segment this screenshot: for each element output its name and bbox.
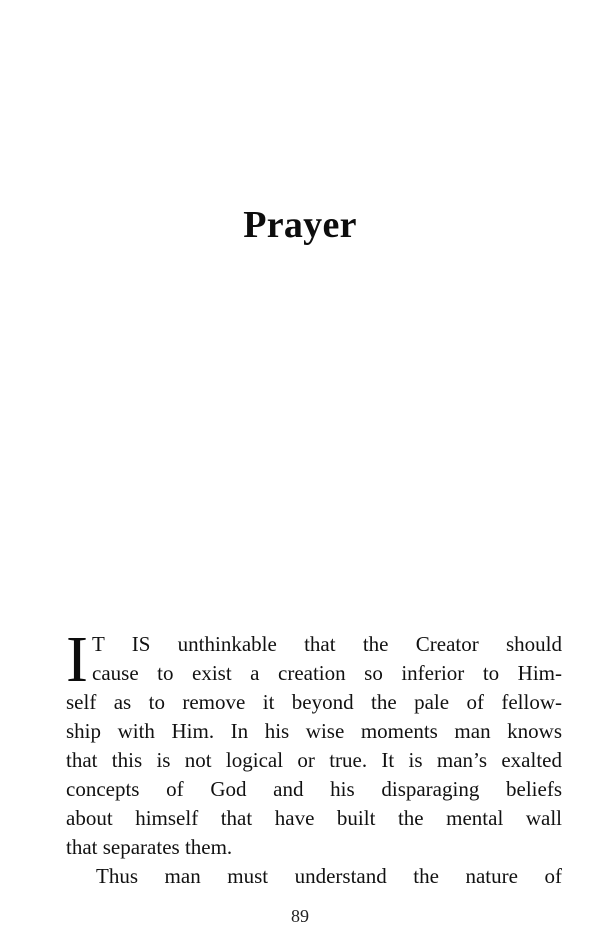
text-line: ship with Him. In his wise moments man knows (66, 719, 562, 743)
page-number: 89 (291, 906, 309, 926)
text-line: that separates them. (66, 835, 233, 859)
text-line: Thus man must understand the nature of (96, 864, 562, 888)
text-line: concepts of God and his disparaging beliefs (66, 777, 562, 801)
text-line: self as to remove it beyond the pale of fellow- (66, 690, 562, 714)
text-line: T IS unthinkable that the Creator should (92, 632, 562, 656)
text-line: about himself that have built the mental wall (66, 806, 562, 830)
text-line: cause to exist a creation so inferior to Him- (92, 661, 562, 685)
text-line: that this is not logical or true. It is man’s exalted (66, 748, 562, 772)
chapter-title: Prayer (243, 204, 357, 247)
body-text (66, 623, 562, 891)
drop-cap: I (66, 623, 88, 696)
